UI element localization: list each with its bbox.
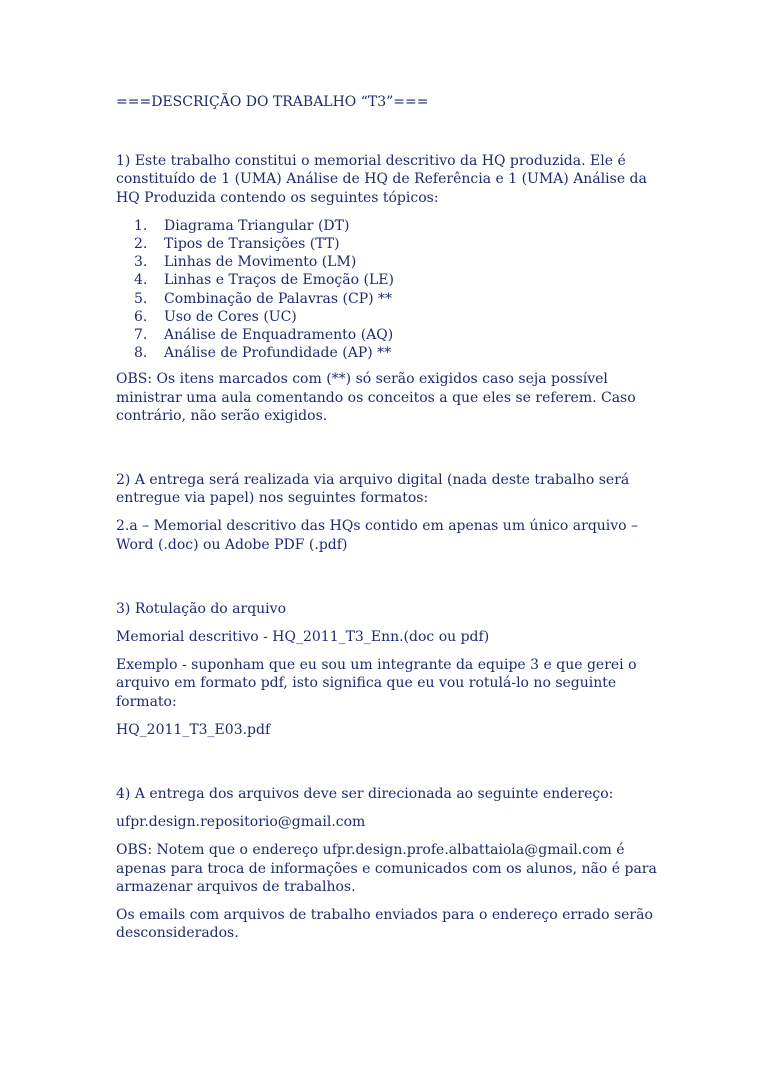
- section4-email: ufpr.design.repositorio@gmail.com: [116, 814, 366, 831]
- section3-example-file: HQ_2011_T3_E03.pdf: [116, 721, 271, 738]
- list-item-text: Linhas e Traços de Emoção (LE): [164, 272, 394, 289]
- document-page: [116, 93, 661, 943]
- section2-item-a: 2.a – Memorial descritivo das HQs contido em apenas um único arquivo – Word (.doc) ou Adobe PDF (.pdf): [116, 518, 639, 553]
- list-item-text: Análise de Enquadramento (AQ): [164, 327, 394, 344]
- section1-obs: OBS: Os itens marcados com (**) só serão exigidos caso seja possível ministrar uma aula comentando os conceitos a que eles se referem. Caso contrário, não serão exigidos.: [116, 371, 636, 424]
- section2-intro: 2) A entrega será realizada via arquivo digital (nada deste trabalho será entregue via papel) nos seguintes formatos:: [116, 472, 630, 507]
- list-item-number: 3.: [134, 254, 148, 271]
- list-item: [116, 217, 661, 235]
- section4-title: 4) A entrega dos arquivos deve ser direcionada ao seguinte endereço:: [116, 786, 614, 803]
- section1-intro: 1) Este trabalho constitui o memorial descritivo da HQ produzida. Ele é constituído de 1 (UMA) Análise de HQ de Referência e 1 (UMA) Análise da HQ Produzida contendo os seguintes tópicos:: [116, 153, 647, 206]
- list-item-number: 8.: [134, 345, 148, 362]
- list-item: [116, 271, 661, 289]
- list-item-number: 4.: [134, 272, 148, 289]
- section4-obs: OBS: Notem que o endereço ufpr.design.profe.albattaiola@gmail.com é apenas para troca de informações e comunicados com os alunos, não é para armazenar arquivos de trabalhos.: [116, 842, 657, 895]
- list-item: [116, 235, 661, 253]
- list-item-text: Combinação de Palavras (CP) **: [164, 290, 393, 307]
- list-item: [116, 326, 661, 344]
- list-item-number: 1.: [134, 217, 148, 234]
- list-item-text: Uso de Cores (UC): [164, 308, 297, 325]
- section3-title: 3) Rotulação do arquivo: [116, 600, 286, 617]
- list-item-number: 6.: [134, 308, 148, 325]
- section3-format: Memorial descritivo - HQ_2011_T3_Enn.(doc ou pdf): [116, 629, 490, 646]
- section3-example: Exemplo - suponham que eu sou um integrante da equipe 3 e que gerei o arquivo em formato pdf, isto significa que eu vou rotulá-lo no seguinte formato:: [116, 657, 637, 710]
- list-item: [116, 344, 661, 362]
- list-item-number: 2.: [134, 236, 148, 253]
- list-item-number: 7.: [134, 327, 148, 344]
- list-item: [116, 308, 661, 326]
- document-heading: ===DESCRIÇÃO DO TRABALHO “T3”===: [116, 94, 429, 110]
- topics-list: [116, 217, 661, 363]
- list-item-text: Diagrama Triangular (DT): [164, 217, 350, 234]
- list-item: [116, 290, 661, 308]
- list-item-text: Tipos de Transições (TT): [164, 236, 340, 253]
- list-item-text: Análise de Profundidade (AP) **: [164, 345, 392, 362]
- list-item: [116, 253, 661, 271]
- section4-warning: Os emails com arquivos de trabalho enviados para o endereço errado serão desconsiderados.: [116, 907, 653, 942]
- list-item-number: 5.: [134, 290, 148, 307]
- list-item-text: Linhas de Movimento (LM): [164, 254, 357, 271]
